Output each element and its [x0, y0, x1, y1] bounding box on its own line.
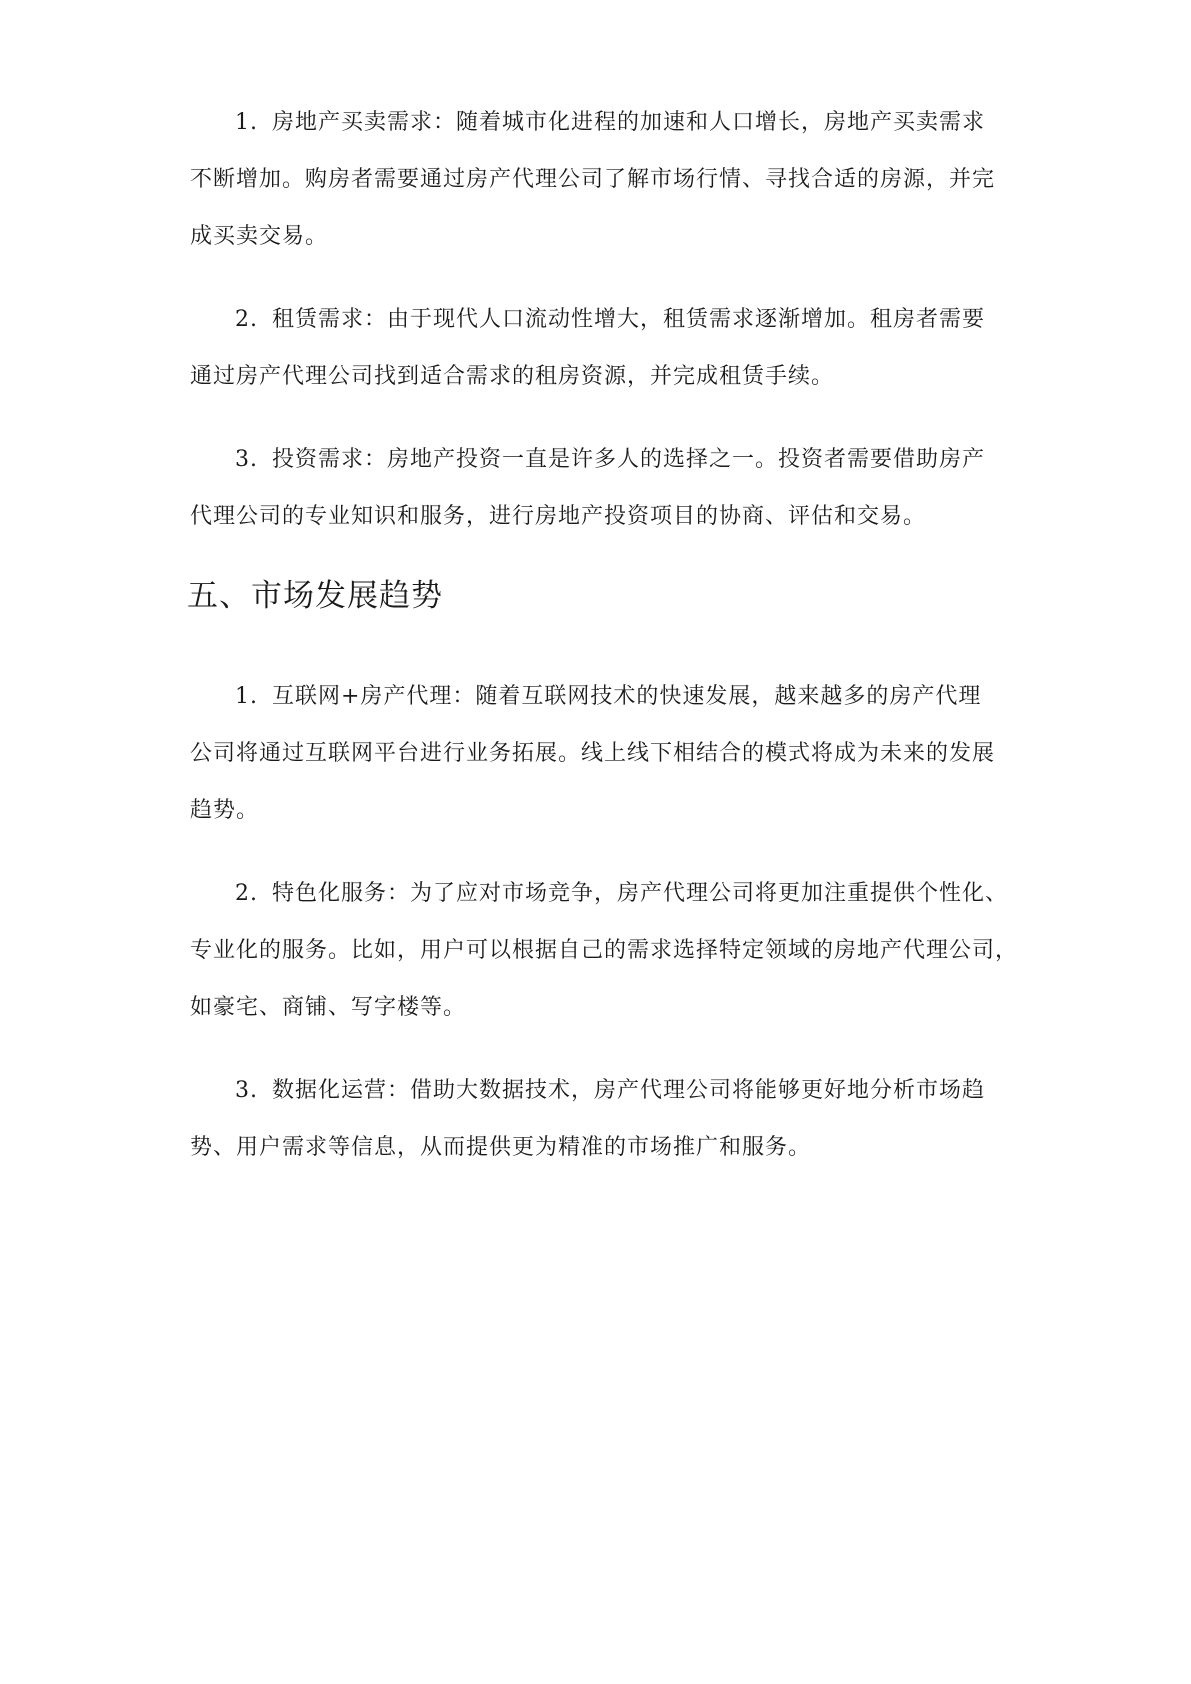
- list-item-number: 2.: [235, 307, 258, 332]
- list-item-number: 2.: [235, 881, 258, 906]
- list-item-text: 专业化的服务。比如，用户可以根据自己的需求选择特定领域的房地产代理公司，: [190, 938, 1019, 963]
- list-item-number: 3.: [235, 1078, 258, 1103]
- list-item-text: 成买卖交易。: [190, 224, 329, 249]
- list-item-text: 趋势。: [190, 798, 260, 823]
- list-item-number: 3.: [235, 447, 258, 472]
- section-heading: 五、市场发展趋势: [187, 578, 443, 614]
- list-item-text: 租赁需求：由于现代人口流动性增大，租赁需求逐渐增加。租房者需要: [272, 307, 986, 332]
- list-item-text: 如豪宅、商铺、写字楼等。: [190, 995, 467, 1020]
- list-item-text: 通过房产代理公司找到适合需求的租房资源，并完成租赁手续。: [190, 364, 835, 389]
- list-item-first-line: [190, 879, 1008, 909]
- list-item-text: 房地产买卖需求：随着城市化进程的加速和人口增长，房地产买卖需求: [272, 110, 986, 135]
- list-item-first-line: [190, 682, 981, 712]
- list-item-number: 1.: [235, 110, 258, 135]
- list-item-text: 势、用户需求等信息，从而提供更为精准的市场推广和服务。: [190, 1135, 812, 1160]
- list-item-text: 互联网+房产代理：随着互联网技术的快速发展，越来越多的房产代理: [272, 684, 982, 709]
- list-item-text: 特色化服务：为了应对市场竞争，房产代理公司将更加注重提供个性化、: [272, 881, 1009, 906]
- list-item-first-line: [190, 445, 985, 475]
- list-item-text: 代理公司的专业知识和服务，进行房地产投资项目的协商、评估和交易。: [190, 504, 927, 529]
- list-item-first-line: [190, 108, 985, 138]
- list-item-text: 投资需求：房地产投资一直是许多人的选择之一。投资者需要借助房产: [272, 447, 986, 472]
- list-item-text: 公司将通过互联网平台进行业务拓展。线上线下相结合的模式将成为未来的发展: [190, 741, 996, 766]
- list-item-text: 不断增加。购房者需要通过房产代理公司了解市场行情、寻找合适的房源，并完: [190, 167, 996, 192]
- list-item-number: 1.: [235, 684, 258, 709]
- list-item-text: 数据化运营：借助大数据技术，房产代理公司将能够更好地分析市场趋: [272, 1078, 986, 1103]
- list-item-first-line: [190, 305, 985, 335]
- list-item-first-line: [190, 1076, 985, 1106]
